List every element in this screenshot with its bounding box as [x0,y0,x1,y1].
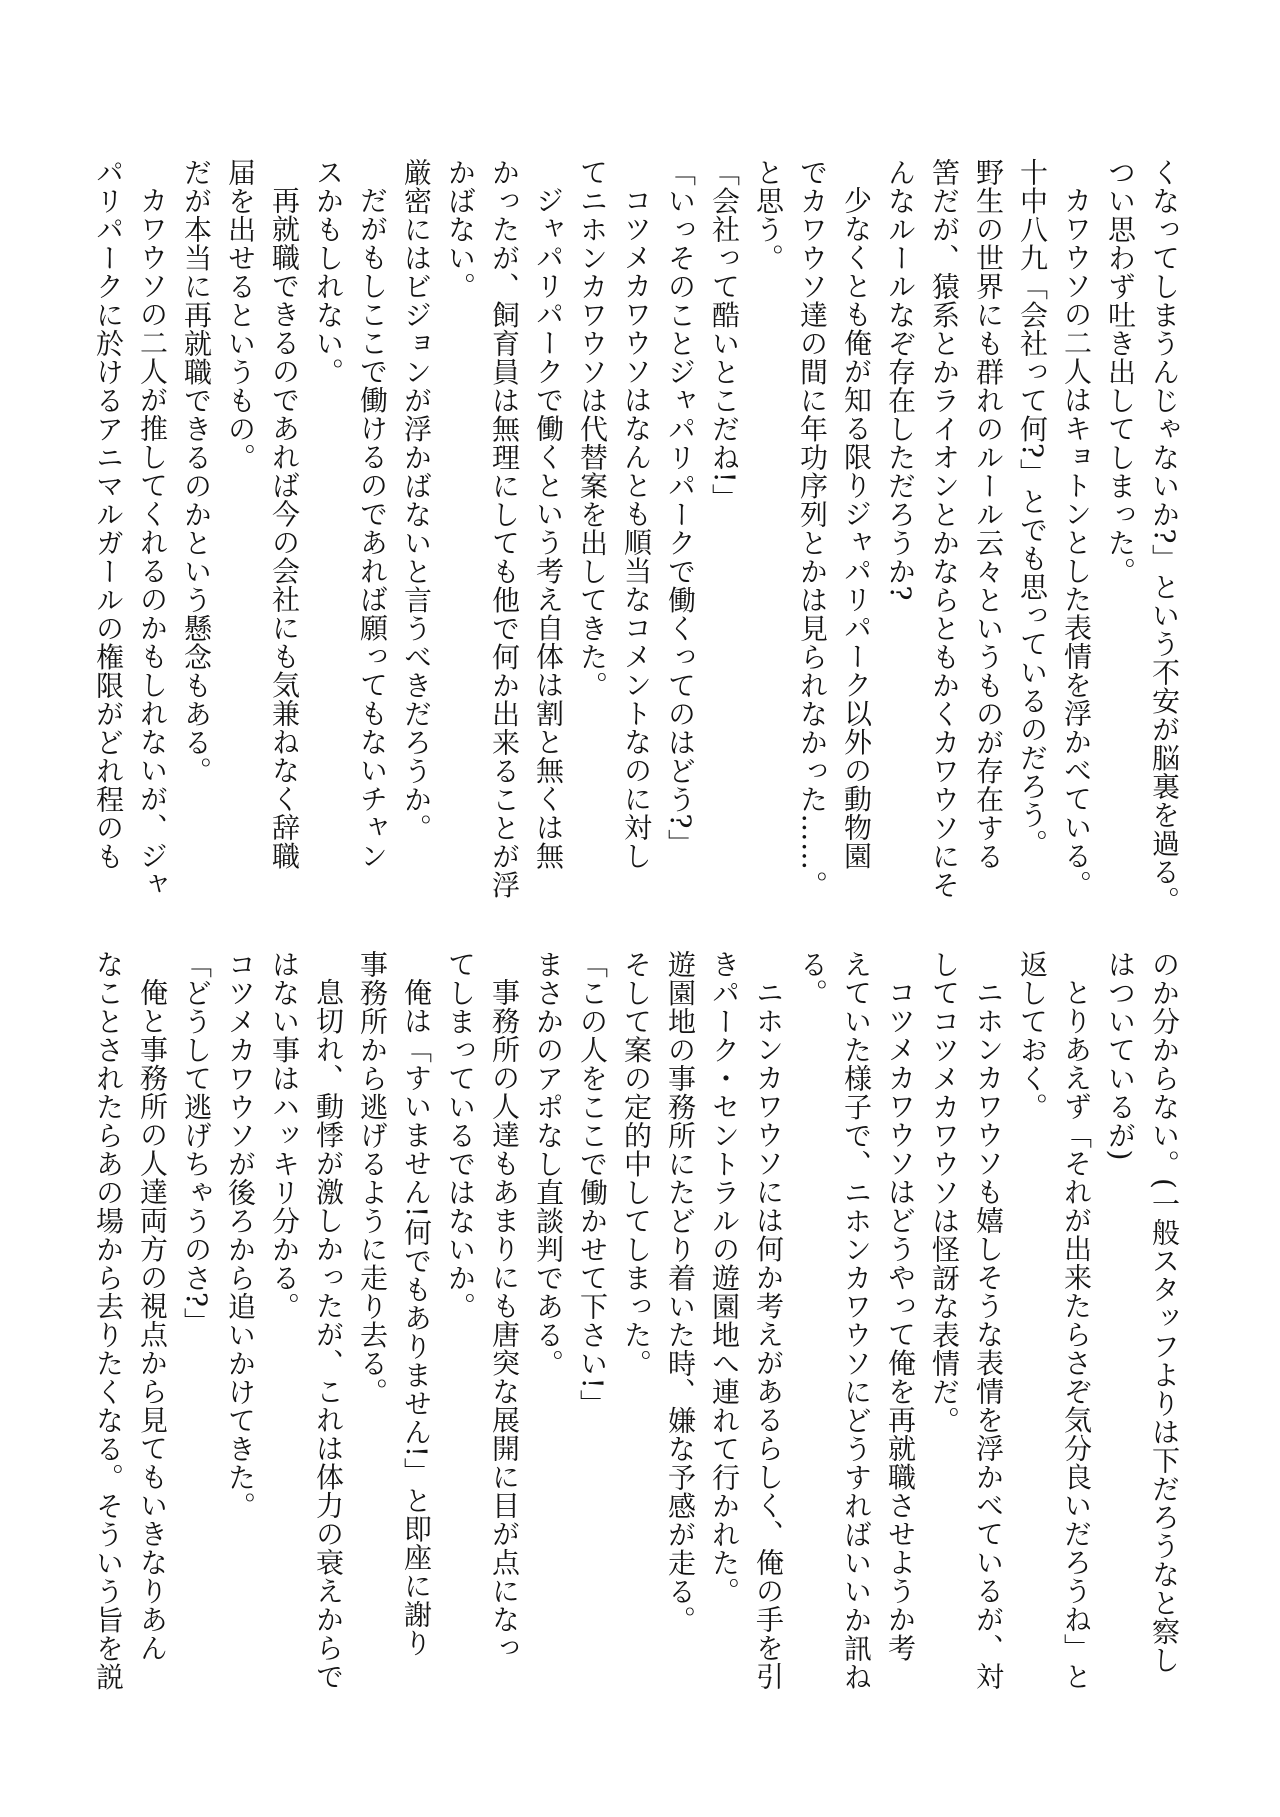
text-column: かったが、飼育員は無理にしても他で何か出来ることが浮 [488,158,521,899]
text-column: 「会社って酷いとこだね!」 [708,158,741,512]
text-column: パリパークに於けるアニマルガールの権限がどれ程のも [92,158,125,871]
text-column: くなってしまうんじゃないか?」という不安が脳裏を過る。 [1148,158,1181,915]
text-column: てニホンカワウソは代替案を出してきた。 [576,158,609,700]
text-column: えていた様子で、ニホンカワウソにどうすればいいか訊ね [840,950,873,1691]
text-column: 俺と事務所の人達両方の視点から見てもいきなりあん [136,978,169,1662]
text-column: 息切れ、動悸が激しかったが、これは体力の衰えからで [312,978,345,1691]
text-column: 事務所から逃げるように走り去る。 [356,950,389,1406]
text-column: 遊園地の事務所にたどり着いた時、嫌な予感が走る。 [664,950,697,1634]
text-column: ニホンカワウソには何か考えがあるらしく、俺の手を引 [752,978,785,1691]
text-column: なことされたらあの場から去りたくなる。そういう旨を説 [92,950,125,1691]
text-column: 野生の世界にも群れのルール云々というものが存在する [972,158,1005,871]
text-block-lower [86,950,1186,1712]
text-column: 「いっそのことジャパリパークで働くってのはどう?」 [664,158,697,858]
text-column: 届を出せるというもの。 [224,158,257,472]
text-column: 十中八九「会社って何?」とでも思っているのだろう。 [1016,158,1049,858]
text-column: だがもしここで働けるのであれば願ってもないチャン [356,186,389,870]
text-column: と思う。 [752,158,785,272]
text-column: 筈だが、猿系とかライオンとかならともかくカワウソにそ [928,158,961,899]
text-column: つい思わず吐き出してしまった。 [1104,158,1137,586]
text-column: のか分からない。(一般スタッフよりは下だろうなと察し [1148,950,1181,1674]
text-column: まさかのアポなし直談判である。 [532,950,565,1378]
text-column: かばない。 [444,158,477,301]
text-column: でカワウソ達の間に年功序列とかは見られなかった……。 [796,158,829,899]
text-column: そして案の定的中してしまった。 [620,950,653,1378]
text-column: ジャパリパークで働くという考え自体は割と無くは無 [532,186,565,870]
text-column: はない事はハッキリ分かる。 [268,950,301,1321]
text-column: てしまっているではないか。 [444,950,477,1321]
text-column: んなルールなぞ存在しただろうか? [884,158,917,602]
text-column: はついているが) [1104,950,1137,1161]
text-column: コツメカワウソが後ろから追いかけてきた。 [224,950,257,1520]
text-column: だが本当に再就職できるのかという懸念もある。 [180,158,213,785]
text-column: きパーク・セントラルの遊園地へ連れて行かれた。 [708,950,741,1606]
text-column: ニホンカワウソも嬉しそうな表情を浮かべているが、対 [972,978,1005,1691]
text-column: 「この人をここで働かせて下さい!」 [576,950,609,1418]
text-column: カワウソの二人が推してくれるのかもしれないが、ジャ [136,186,169,899]
text-column: 「どうして逃げちゃうのさ?」 [180,950,213,1337]
text-column: とりあえず「それが出来たらさぞ気分良いだろうね」と [1060,978,1093,1691]
text-column: 厳密にはビジョンが浮かばないと言うべきだろうか。 [400,158,433,842]
text-column: してコツメカワウソは怪訝な表情だ。 [928,950,961,1435]
text-column: コツメカワウソはどうやって俺を再就職させようか考 [884,978,917,1662]
text-column: スかもしれない。 [312,158,345,386]
text-column: 返しておく。 [1016,950,1049,1121]
text-column: コツメカワウソはなんとも順当なコメントなのに対し [620,186,653,870]
text-column: る。 [796,950,829,1007]
text-column: 事務所の人達もあまりにも唐突な展開に目が点になっ [488,978,521,1662]
text-column: カワウソの二人はキョトンとした表情を浮かべている。 [1060,186,1093,899]
text-column: 少なくとも俺が知る限りジャパリパーク以外の動物園 [840,186,873,870]
text-column: 再就職できるのであれば今の会社にも気兼ねなく辞職 [268,186,301,870]
text-column: 俺は「すいません!何でもありません!」と即座に謝り [400,978,433,1658]
text-block-upper [86,158,1186,953]
